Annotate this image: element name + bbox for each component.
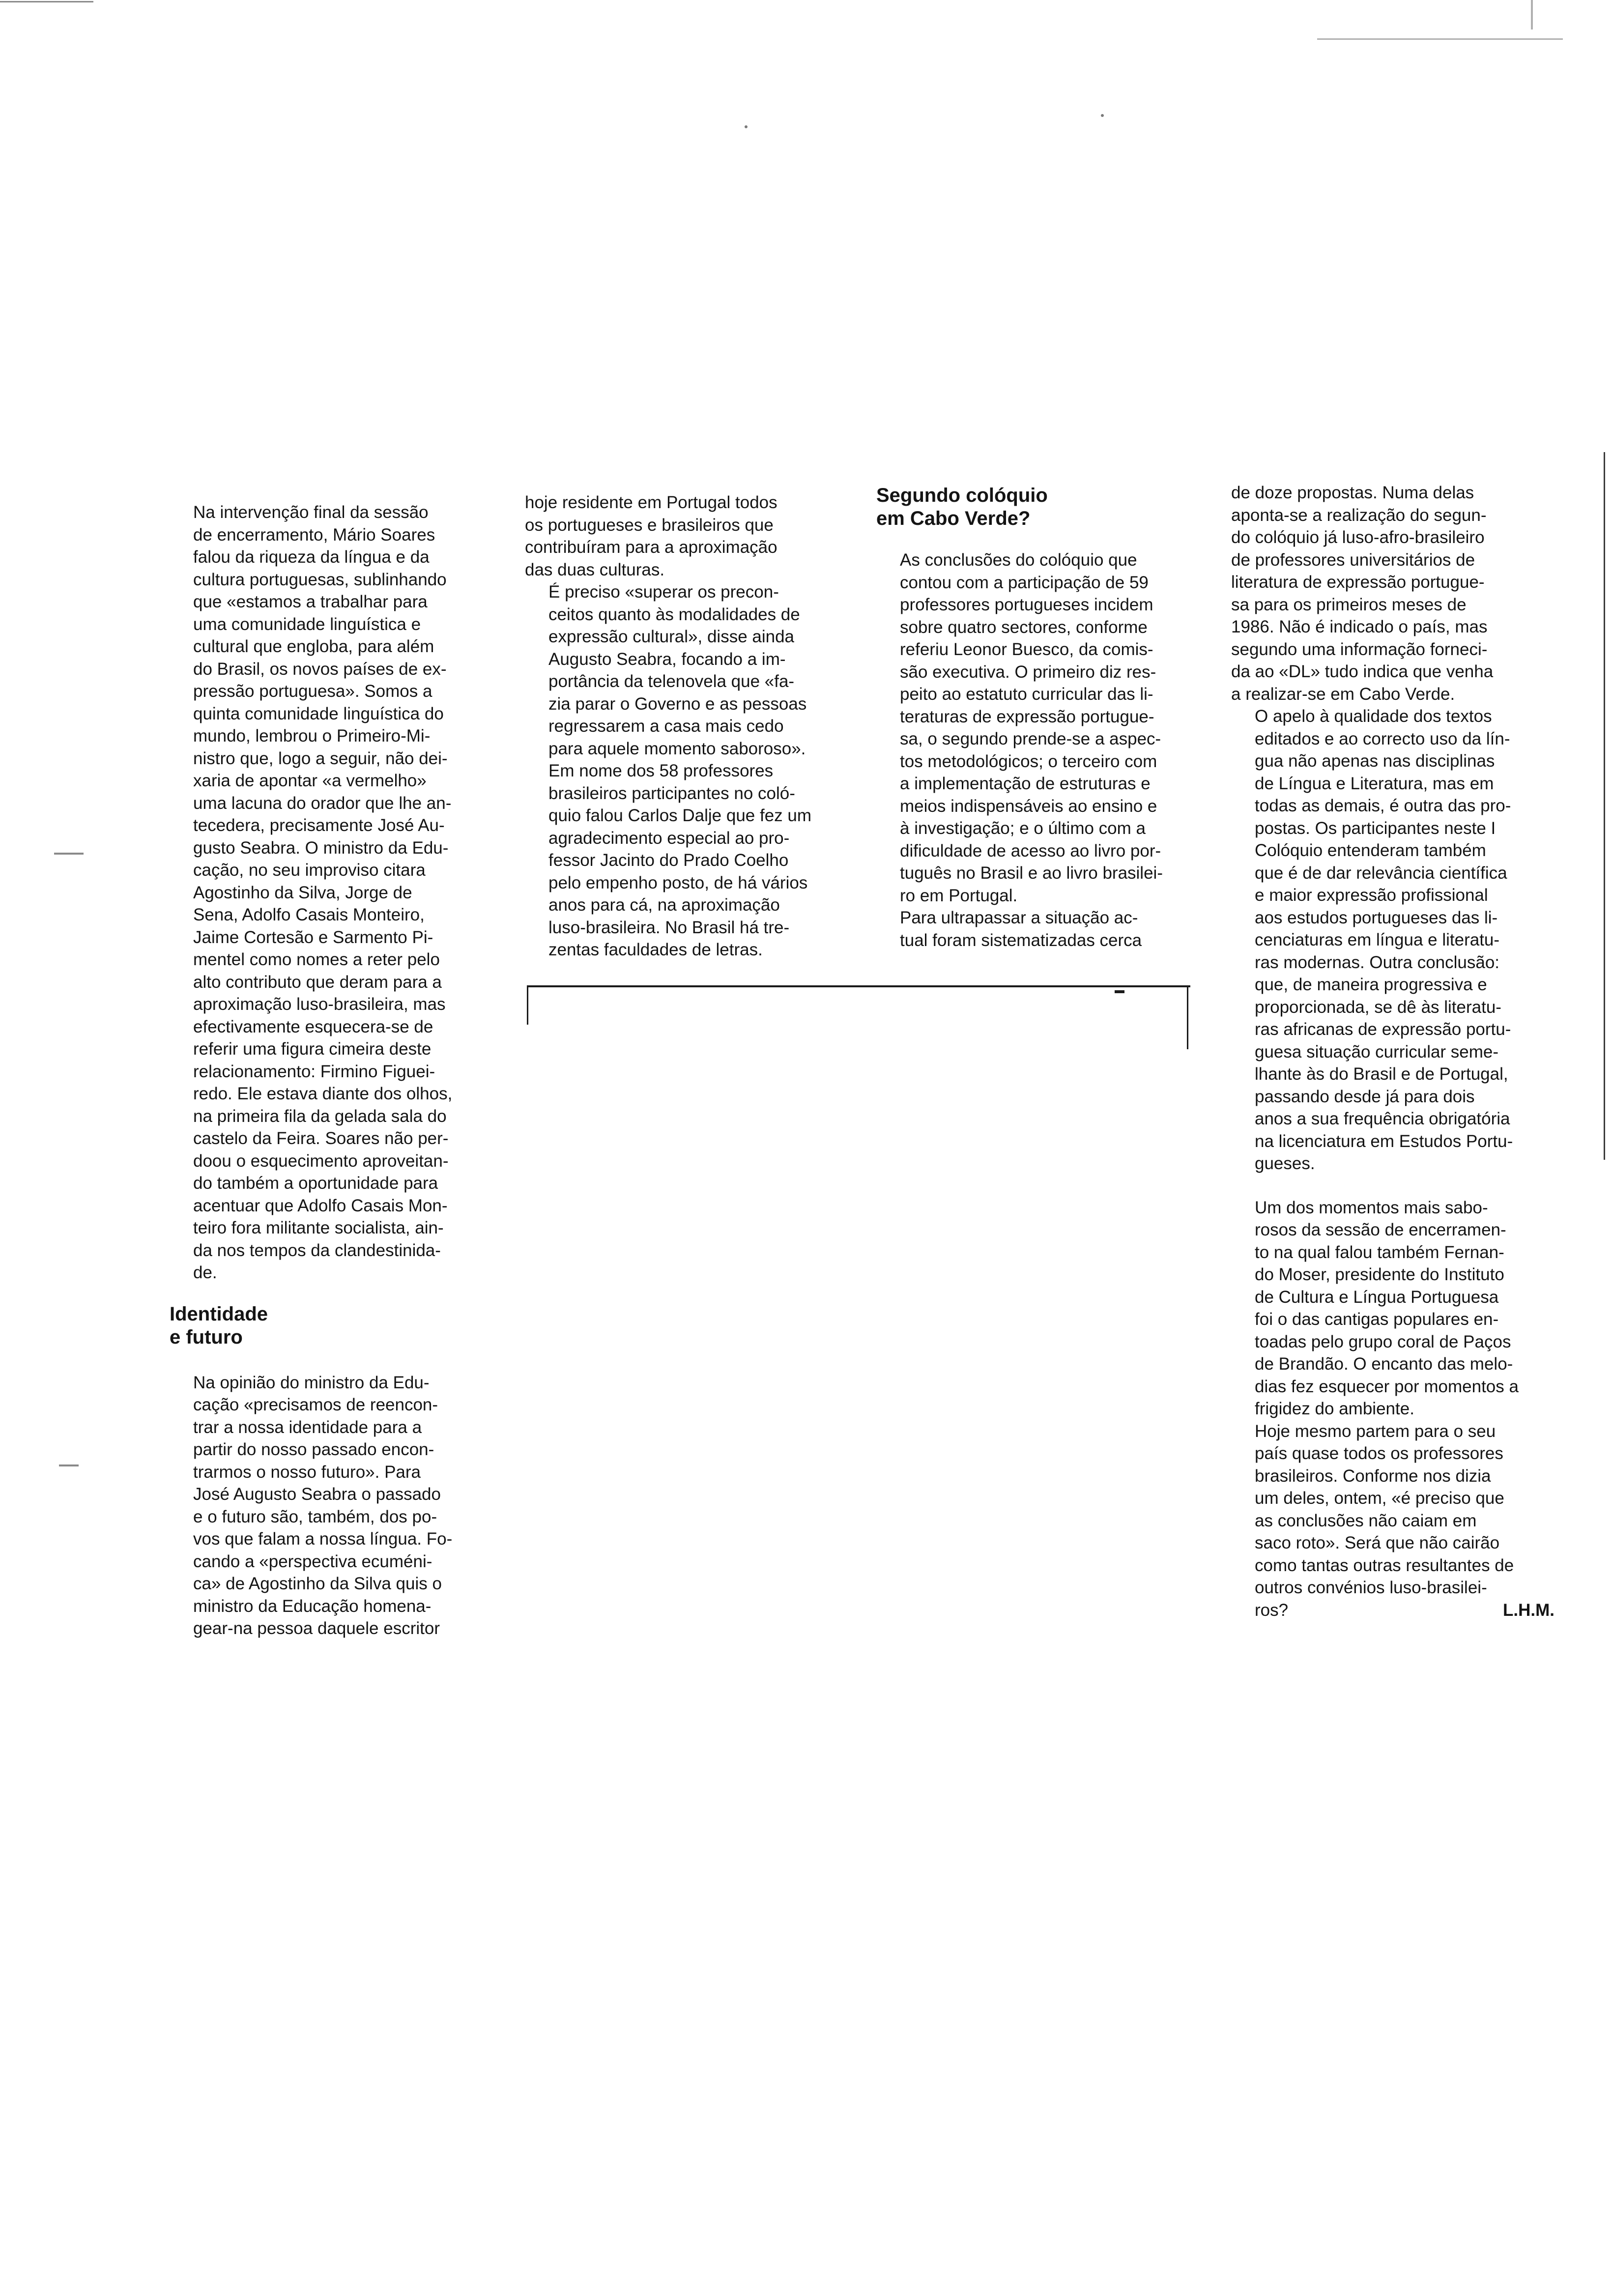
text-line: outros convénios luso-brasilei-: [1255, 1578, 1487, 1597]
section-headline: [876, 484, 1197, 530]
text-line: literatura de expressão portugue-: [1231, 573, 1485, 592]
text-line: Um dos momentos mais sabo-: [1255, 1198, 1488, 1217]
text-line: pelo empenho posto, de há vários: [548, 873, 808, 892]
text-line: ca» de Agostinho da Silva quis o: [193, 1574, 442, 1593]
headline-line: Segundo colóquio: [876, 485, 1048, 506]
text-line: de Língua e Literatura, mas em: [1255, 774, 1494, 793]
text-line: regressarem a casa mais cedo: [548, 717, 784, 736]
text-line: cação, no seu improviso citara: [193, 861, 426, 880]
text-line: de Cultura e Língua Portuguesa: [1255, 1287, 1499, 1307]
text-line: zentas faculdades de letras.: [548, 940, 763, 959]
text-line: como tantas outras resultantes de: [1255, 1555, 1514, 1575]
text-line: lhante às do Brasil e de Portugal,: [1255, 1064, 1508, 1084]
text-line: hoje residente em Portugal todos: [525, 493, 777, 512]
text-line: cenciaturas em língua e literatu-: [1255, 930, 1500, 949]
text-line: de encerramento, Mário Soares: [193, 525, 435, 545]
text-line: toadas pelo grupo coral de Paços: [1255, 1332, 1511, 1351]
text-line: referir uma figura cimeira deste: [193, 1039, 432, 1059]
text-line: na primeira fila da gelada sala do: [193, 1106, 447, 1126]
article-paragraph: [1231, 1197, 1554, 1420]
text-line: É preciso «superar os precon-: [548, 582, 779, 602]
text-line: contou com a participação de 59: [900, 573, 1149, 592]
text-line: aproximação luso-brasileira, mas: [193, 995, 446, 1014]
text-line: Jaime Cortesão e Sarmento Pi-: [193, 927, 433, 947]
scan-speck: [1101, 114, 1104, 117]
text-line: cultural que engloba, para além: [193, 637, 434, 656]
text-line: Para ultrapassar a situação ac-: [900, 908, 1138, 927]
text-line: rosos da sessão de encerramen-: [1255, 1220, 1506, 1239]
article-paragraph: [876, 907, 1197, 951]
text-line: xaria de apontar «a vermelho»: [193, 771, 427, 790]
text-line: sa, o segundo prende-se a aspec-: [900, 729, 1161, 748]
text-line: quinta comunidade linguística do: [193, 704, 444, 723]
text-line: do também a oportunidade para: [193, 1174, 438, 1193]
article-paragraph: [525, 581, 845, 760]
text-line: dias fez esquecer por momentos a: [1255, 1377, 1519, 1396]
text-line: à investigação; e o último com a: [900, 819, 1146, 838]
text-line: luso-brasileira. No Brasil há tre-: [548, 918, 790, 937]
text-line: cação «precisamos de reencon-: [193, 1395, 438, 1414]
subheading-line: e futuro: [170, 1326, 243, 1348]
text-line: do colóquio já luso-afro-brasileiro: [1231, 528, 1485, 547]
scan-mark-left-2: [59, 1464, 79, 1466]
text-line: sa para os primeiros meses de: [1231, 595, 1467, 614]
text-line: Sena, Adolfo Casais Monteiro,: [193, 905, 425, 924]
text-line: segundo uma informação forneci-: [1231, 639, 1488, 659]
article-paragraph: [525, 760, 845, 961]
article-column-4: [1231, 482, 1554, 1622]
box-top-rule: [527, 985, 1190, 987]
text-line: para aquele momento saboroso».: [548, 739, 806, 758]
text-line: passando desde já para dois: [1255, 1087, 1475, 1106]
text-line: que é de dar relevância científica: [1255, 863, 1507, 883]
text-line: das duas culturas.: [525, 560, 665, 579]
text-line: ras africanas de expressão portu-: [1255, 1020, 1511, 1039]
text-line: Agostinho da Silva, Jorge de: [193, 883, 412, 902]
text-line: as conclusões não caiam em: [1255, 1511, 1477, 1530]
scan-mark-right: [1531, 0, 1533, 29]
text-line: que, de maneira progressiva e: [1255, 975, 1487, 994]
text-line: gear-na pessoa daquele escritor: [193, 1619, 440, 1638]
text-line: que «estamos a trabalhar para: [193, 592, 428, 611]
text-line: acentuar que Adolfo Casais Mon-: [193, 1196, 448, 1215]
text-line: Augusto Seabra, focando a im-: [548, 649, 786, 669]
text-line: e maior expressão profissional: [1255, 886, 1488, 905]
text-line: ras modernas. Outra conclusão:: [1255, 952, 1500, 972]
text-line: portância da telenovela que «fa-: [548, 672, 795, 691]
text-line: fessor Jacinto do Prado Coelho: [548, 851, 789, 870]
text-line: um deles, ontem, «é preciso que: [1255, 1489, 1504, 1508]
text-line: vos que falam a nossa língua. Fo-: [193, 1529, 453, 1549]
text-line: saco roto». Será que não cairão: [1255, 1533, 1500, 1552]
text-line: na licenciatura em Estudos Portu-: [1255, 1131, 1513, 1151]
text-line: gua não apenas nas disciplinas: [1255, 751, 1495, 771]
text-line: referiu Leonor Buesco, da comis-: [900, 640, 1153, 659]
text-line: aos estudos portugueses das li-: [1255, 908, 1498, 927]
article-column-3: [876, 484, 1197, 951]
text-line: ministro da Educação homena-: [193, 1596, 432, 1616]
text-line: ro em Portugal.: [900, 886, 1018, 905]
column-rule: [1604, 452, 1605, 1160]
text-line: ceitos quanto às modalidades de: [548, 604, 800, 624]
text-line: trarmos o nosso futuro». Para: [193, 1462, 421, 1482]
text-line: pressão portuguesa». Somos a: [193, 682, 432, 701]
text-line: zia parar o Governo e as pessoas: [548, 694, 807, 714]
text-line: efectivamente esquecera-se de: [193, 1017, 433, 1036]
text-line: cando a «perspectiva ecuméni-: [193, 1551, 432, 1571]
text-line: Hoje mesmo partem para o seu: [1255, 1421, 1496, 1441]
article-column-2: [525, 491, 845, 961]
text-line: de Brandão. O encanto das melo-: [1255, 1354, 1513, 1374]
text-line: alto contributo que deram para a: [193, 972, 442, 992]
text-line: redo. Ele estava diante dos olhos,: [193, 1084, 453, 1103]
text-line: gusto Seabra. O ministro da Edu-: [193, 838, 449, 858]
text-line: a realizar-se em Cabo Verde.: [1231, 684, 1455, 704]
text-line: de doze propostas. Numa delas: [1231, 483, 1474, 502]
text-line: do Moser, presidente do Instituto: [1255, 1265, 1504, 1284]
text-line: doou o esquecimento aproveitan-: [193, 1151, 449, 1171]
text-line: falou da riqueza da língua e da: [193, 547, 430, 567]
text-line: dificuldade de acesso ao livro por-: [900, 841, 1161, 861]
text-line: contribuíram para a aproximação: [525, 538, 777, 557]
text-line: são executiva. O primeiro diz res-: [900, 662, 1156, 682]
scan-edge-top-right: [1317, 38, 1563, 40]
text-line: frigidez do ambiente.: [1255, 1399, 1414, 1418]
text-line: Na intervenção final da sessão: [193, 503, 429, 522]
text-line: Em nome dos 58 professores: [548, 761, 774, 780]
text-line: uma comunidade linguística e: [193, 614, 421, 634]
text-line: guesa situação curricular seme-: [1255, 1042, 1499, 1062]
subheading-line: Identidade: [170, 1303, 268, 1325]
article-paragraph: [170, 1372, 490, 1640]
text-line: brasileiros. Conforme nos dizia: [1255, 1466, 1491, 1486]
author-signature: L.H.M.: [1503, 1601, 1554, 1620]
text-line: Colóquio entenderam também: [1255, 841, 1486, 860]
text-line: postas. Os participantes neste I: [1255, 818, 1496, 838]
text-line: uma lacuna do orador que lhe an-: [193, 793, 452, 813]
text-line: proporcionada, se dê às literatu-: [1255, 997, 1501, 1017]
text-line: tos metodológicos; o terceiro com: [900, 751, 1157, 771]
text-line: aponta-se a realização do segun-: [1231, 505, 1487, 525]
text-line: anos a sua frequência obrigatória: [1255, 1109, 1510, 1128]
section-subheading: [170, 1303, 490, 1349]
text-line: tuguês no Brasil e ao livro brasilei-: [900, 863, 1163, 883]
scan-mark-left-1: [54, 853, 84, 855]
text-line: As conclusões do colóquio que: [900, 550, 1137, 570]
text-line: expressão cultural», disse ainda: [548, 627, 795, 646]
text-line: trar a nossa identidade para a: [193, 1417, 422, 1437]
text-line: os portugueses e brasileiros que: [525, 515, 774, 535]
text-line: nistro que, logo a seguir, não dei-: [193, 748, 448, 768]
text-line: O apelo à qualidade dos textos: [1255, 707, 1492, 726]
article-paragraph: [525, 491, 845, 581]
text-line: agradecimento especial ao pro-: [548, 828, 790, 848]
text-line: país quase todos os professores: [1255, 1444, 1503, 1463]
scan-speck: [745, 125, 748, 128]
text-line: editados e ao correcto uso da lín-: [1255, 729, 1510, 748]
text-line: brasileiros participantes no coló-: [548, 783, 795, 803]
text-line: sobre quatro sectores, conforme: [900, 617, 1148, 637]
text-line: professores portugueses incidem: [900, 595, 1153, 614]
text-line: gueses.: [1255, 1154, 1315, 1173]
text-line: todas as demais, é outra das pro-: [1255, 796, 1511, 815]
article-paragraph: [170, 501, 490, 1284]
text-line: meios indispensáveis ao ensino e: [900, 796, 1157, 816]
headline-line: em Cabo Verde?: [876, 508, 1031, 529]
text-line: ros?: [1255, 1600, 1289, 1620]
article-paragraph: [1231, 482, 1554, 705]
text-line: tual foram sistematizadas cerca: [900, 930, 1142, 950]
text-line: teiro fora militante socialista, ain-: [193, 1218, 444, 1237]
text-line: mentel como nomes a reter pelo: [193, 950, 440, 969]
article-paragraph: [876, 549, 1197, 907]
article-paragraph: [1231, 1420, 1554, 1622]
text-line: to na qual falou também Fernan-: [1255, 1242, 1504, 1262]
box-right-rule: [1187, 985, 1188, 1049]
text-line: da ao «DL» tudo indica que venha: [1231, 662, 1494, 681]
text-line: castelo da Feira. Soares não per-: [193, 1129, 449, 1148]
text-line: foi o das cantigas populares en-: [1255, 1310, 1499, 1329]
text-line: mundo, lembrou o Primeiro-Mi-: [193, 726, 431, 746]
text-line: partir do nosso passado encon-: [193, 1440, 434, 1459]
article-paragraph: [1231, 705, 1554, 1175]
text-line: relacionamento: Firmino Figuei-: [193, 1062, 435, 1081]
text-line: a implementação de estruturas e: [900, 774, 1151, 793]
text-line: tecedera, precisamente José Au-: [193, 816, 445, 835]
article-column-1: [170, 501, 490, 1640]
text-line: da nos tempos da clandestinida-: [193, 1240, 441, 1260]
text-line: de professores universitários de: [1231, 550, 1475, 570]
box-corner-mark: [1115, 990, 1124, 993]
text-line: 1986. Não é indicado o país, mas: [1231, 617, 1488, 636]
text-line: anos para cá, na aproximação: [548, 895, 780, 915]
text-line: Na opinião do ministro da Edu-: [193, 1373, 430, 1392]
text-line: José Augusto Seabra o passado: [193, 1485, 441, 1504]
text-line: e o futuro são, também, dos po-: [193, 1507, 437, 1526]
text-line: teraturas de expressão portugue-: [900, 707, 1154, 726]
text-line: cultura portuguesas, sublinhando: [193, 570, 447, 589]
box-left-rule: [527, 985, 528, 1025]
text-line: quio falou Carlos Dalje que fez um: [548, 806, 812, 825]
scan-edge-top-left: [0, 1, 93, 2]
text-line: de.: [193, 1263, 217, 1282]
text-line: do Brasil, os novos países de ex-: [193, 659, 447, 679]
text-line: peito ao estatuto curricular das li-: [900, 685, 1153, 704]
